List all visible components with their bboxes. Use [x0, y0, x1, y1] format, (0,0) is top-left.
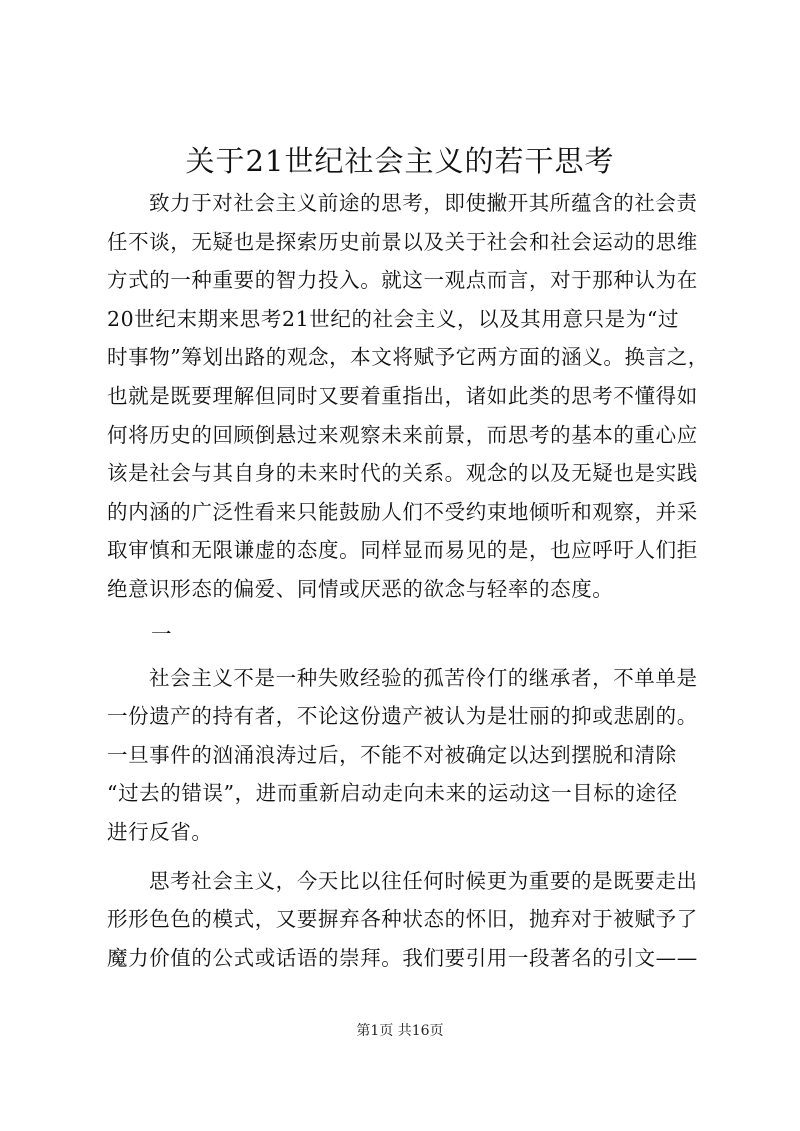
text-line: 思考社会主义，今天比以往任何时候更为重要的是既要走出: [149, 868, 698, 893]
text-line: 20世纪末期来思考21世纪的社会主义，以及其用意只是为“过: [107, 306, 680, 331]
section-heading: 一: [151, 621, 172, 646]
text-line: 方式的一种重要的智力投入。就这一观点而言，对于那种认为在: [107, 268, 698, 293]
text-line: “过去的错误”，进而重新启动走向未来的运动这一目标的途径: [107, 781, 678, 806]
text-line: 一份遗产的持有者，不论这份遗产被认为是壮丽的抑或悲剧的。: [107, 704, 698, 729]
text-line: 一旦事件的汹涌浪涛过后，不能不对被确定以达到摆脱和清除: [107, 742, 677, 767]
text-line: 魔力价值的公式或话语的崇拜。我们要引用一段著名的引文——: [107, 945, 698, 970]
text-line: 的内涵的广泛性看来只能鼓励人们不受约束地倾听和观察，并采: [107, 499, 698, 524]
page-footer: 第1页 共16页: [356, 1023, 444, 1039]
text-line: 进行反省。: [107, 819, 213, 844]
document-body: [107, 184, 707, 977]
text-line: 形形色色的模式，又要摒弃各种状态的怀旧，抛弃对于被赋予了: [107, 907, 698, 932]
text-line: 致力于对社会主义前途的思考，即使撇开其所蕴含的社会责: [149, 191, 698, 215]
text-line: 取审慎和无限谦虚的态度。同样显而易见的是，也应呼吁人们拒: [107, 538, 698, 563]
paragraph-section-2: [107, 862, 707, 978]
text-line: 社会主义不是一种失败经验的孤苦伶仃的继承者，不单单是: [149, 665, 698, 690]
document-title: 关于21世纪社会主义的若干思考: [185, 144, 615, 178]
text-line: 该是社会与其自身的未来时代的关系。观念的以及无疑也是实践: [107, 461, 698, 486]
text-line: 时事物”筹划出路的观念，本文将赋予它两方面的涵义。换言之，: [107, 345, 709, 370]
paragraph-intro: [107, 184, 707, 609]
text-line: 任不谈，无疑也是探索历史前景以及关于社会和社会运动的思维: [107, 229, 698, 254]
paragraph-spacer: [107, 852, 707, 862]
text-line: 何将历史的回顾倒悬过来观察未来前景，而思考的基本的重心应: [107, 422, 698, 447]
text-line: 也就是既要理解但同时又要着重指出，诸如此类的思考不懂得如: [107, 383, 698, 408]
paragraph-section-1: [107, 659, 707, 852]
text-line: 绝意识形态的偏爱、同情或厌恶的欲念与轻率的态度。: [107, 576, 614, 601]
